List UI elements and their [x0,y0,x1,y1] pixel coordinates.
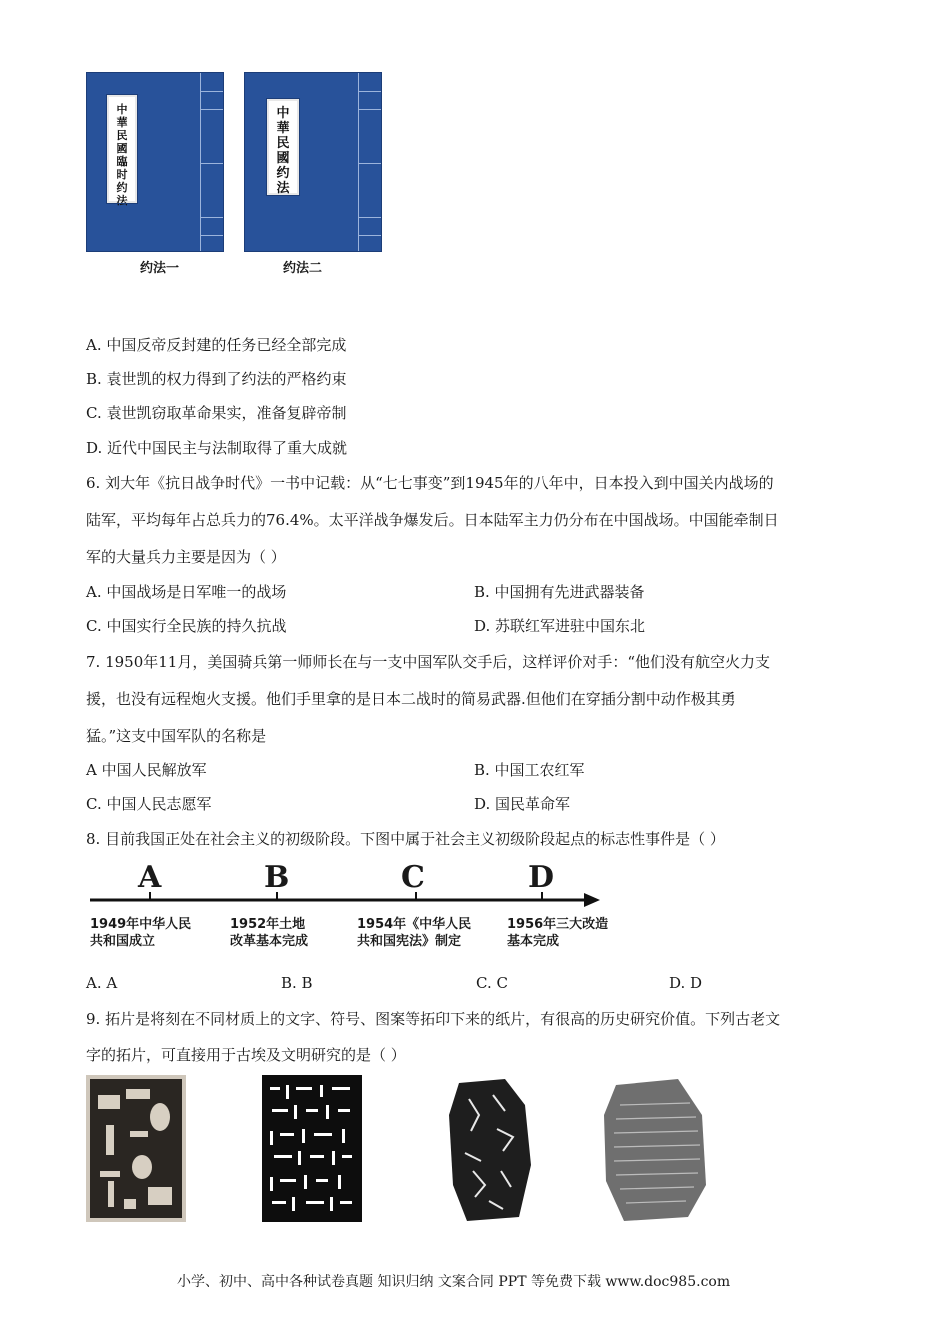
timeline-label-line: 1956年三大改造 [507,917,609,932]
book-title: 中華民國约法 [276,106,290,196]
timeline-label-line: 1949年中华人民 [90,917,192,932]
question-stem: 8. 目前我国正处在社会主义的初级阶段。下图中属于社会主义初级阶段起点的标志性事件是（ ） [86,830,725,848]
timeline-label-line: 1952年土地 [230,917,306,932]
timeline-label-line: 1954年《中华人民 [357,917,472,932]
question-stem: 字的拓片，可直接用于古埃及文明研究的是（ ） [86,1046,406,1064]
option-c: C. 袁世凯窃取革命果实，准备复辟帝制 [86,404,347,422]
timeline-letter: D [528,860,555,895]
timeline-letter: A [138,860,162,895]
timeline-label [357,916,471,950]
option-a: A 中国人民解放军 [86,761,207,779]
option-d: D. D [669,974,703,992]
option-a: A. 中国战场是日军唯一的战场 [86,583,287,601]
constitution-book-2 [244,72,382,252]
timeline-label-line: 基本完成 [507,934,560,949]
page-footer: 小学、初中、高中各种试卷真题 知识归纳 文案合同 PPT 等免费下载 www.doc985.com [177,1274,731,1290]
option-b: B. 袁世凯的权力得到了约法的严格约束 [86,370,347,388]
book-title: 中華民國臨时约法 [116,103,128,207]
timeline-letter: B [264,860,290,895]
option-b: B. B [281,974,313,992]
constitution-book-1 [86,72,224,252]
question-stem: 9. 拓片是将刻在不同材质上的文字、符号、图案等拓印下来的纸片，有很高的历史研究价值。下列古老文 [86,1010,781,1028]
question-stem: 6. 刘大年《抗日战争时代》一书中记载：从“七七事变”到1945年的八年中，日本投入到中国关内战场的 [86,474,774,492]
question-stem: 猛。”这支中国军队的名称是 [86,727,267,745]
option-b: B. 中国拥有先进武器装备 [474,583,645,601]
option-d: D. 国民革命军 [474,795,571,813]
timeline-label-line: 改革基本完成 [230,934,309,949]
option-d: D. 苏联红军进驻中国东北 [474,617,646,635]
option-b: B. 中国工农红军 [474,761,585,779]
book-title-label [267,99,299,195]
option-a: A. A [86,974,118,992]
timeline-label [507,916,608,950]
cuneiform-rubbing-image [262,1075,362,1222]
book-title-label [107,95,137,207]
option-d: D. 近代中国民主与法制取得了重大成就 [86,439,348,457]
question-stem: 军的大量兵力主要是因为（ ） [86,548,286,566]
option-c: C. 中国实行全民族的持久抗战 [86,617,287,635]
hieroglyph-rubbing-image [86,1075,186,1222]
timeline-label [90,916,191,950]
oracle-bone-rubbing-image [445,1075,535,1222]
question-stem: 援，也没有远程炮火支援。他们手里拿的是日本二战时的简易武器.但他们在穿插分割中动作极其勇 [86,690,736,708]
timeline-label-line: 共和国成立 [90,934,156,949]
question-stem: 7. 1950年11月，美国骑兵第一师师长在与一支中国军队交手后，这样评价对手：“他们没有航空火力支 [86,653,771,671]
option-c: C. 中国人民志愿军 [86,795,212,813]
timeline-letter: C [401,860,425,895]
book-caption: 约法二 [283,261,323,276]
option-a: A. 中国反帝反封建的任务已经全部完成 [86,336,347,354]
book-binding [358,73,381,251]
timeline-label-line: 共和国宪法》制定 [357,934,462,949]
question-stem: 陆军，平均每年占总兵力的76.4%。太平洋战争爆发后。日本陆军主力仍分布在中国战场。中国能牵制日 [86,511,779,529]
timeline-label [230,916,308,950]
book-caption: 约法一 [140,261,180,276]
stone-inscription-rubbing-image [600,1075,710,1222]
book-binding [200,73,223,251]
option-c: C. C [476,974,508,992]
